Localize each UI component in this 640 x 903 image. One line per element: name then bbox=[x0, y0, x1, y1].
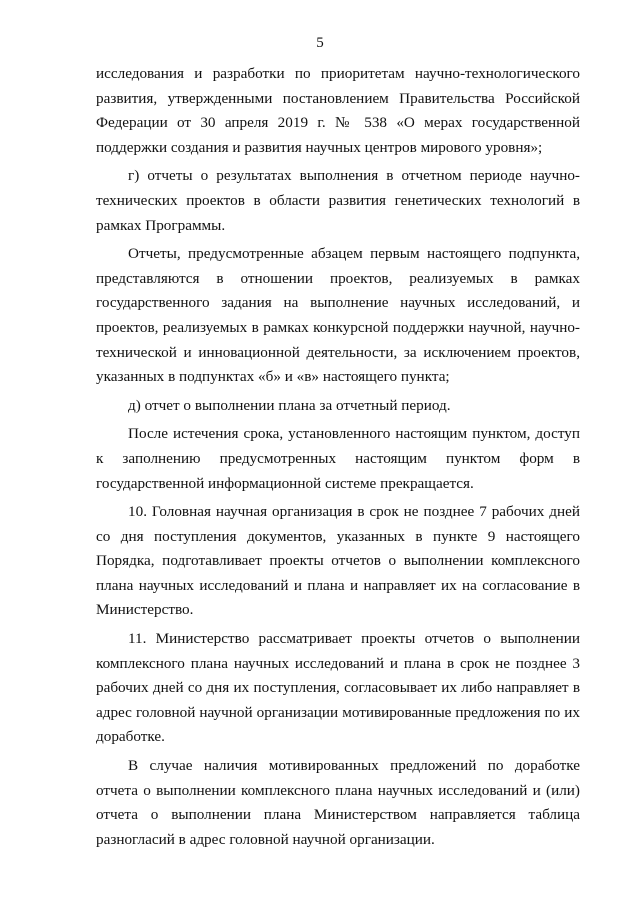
paragraph-5: После истечения срока, установленного настоящим пунктом, доступ к заполнению предусмотренных настоящим пунктом форм в государственной информационной системе прекращается. bbox=[96, 425, 580, 492]
page-number: 5 bbox=[316, 35, 324, 51]
document-body bbox=[96, 62, 580, 852]
paragraph-4: д) отчет о выполнении плана за отчетный период. bbox=[128, 396, 451, 414]
paragraph-6: 10. Головная научная организация в срок не позднее 7 рабочих дней со дня поступления документов, указанных в пункте 9 настоящего Порядка, подготавливает проекты отчетов о выполнении комплексного плана научных исследований и плана и направляет их на согласование в Министерство. bbox=[96, 503, 580, 619]
paragraph-3: Отчеты, предусмотренные абзацем первым настоящего подпункта, представляются в отношении проектов, реализуемых в рамках государственного задания на выполнение научных исследований, и проектов, реализуемых в рамках конкурсной поддержки научной, научно-технической и инновационной деятельности, за исключением проектов, указанных в подпунктах «б» и «в» настоящего пункта; bbox=[96, 245, 580, 386]
paragraph-7: 11. Министерство рассматривает проекты отчетов о выполнении комплексного плана научных исследований и плана в срок не позднее 3 рабочих дней со дня их поступления, согласовывает их либо направляет в адрес головной научной организации мотивированные предложения по их доработке. bbox=[96, 630, 580, 746]
paragraph-8: В случае наличия мотивированных предложений по доработке отчета о выполнении комплексного плана научных исследований и (или) отчета о выполнении плана Министерством направляется таблица разногласий в адрес головной научной организации. bbox=[96, 757, 580, 848]
paragraph-2: г) отчеты о результатах выполнения в отчетном периоде научно-технических проектов в области развития генетических технологий в рамках Программы. bbox=[96, 167, 580, 234]
paragraph-1: исследования и разработки по приоритетам научно-технологического развития, утвержденными постановлением Правительства Российской Федерации от 30 апреля 2019 г. № 538 «О мерах государственной поддержки создания и развития научных центров мирового уровня»; bbox=[96, 65, 580, 156]
